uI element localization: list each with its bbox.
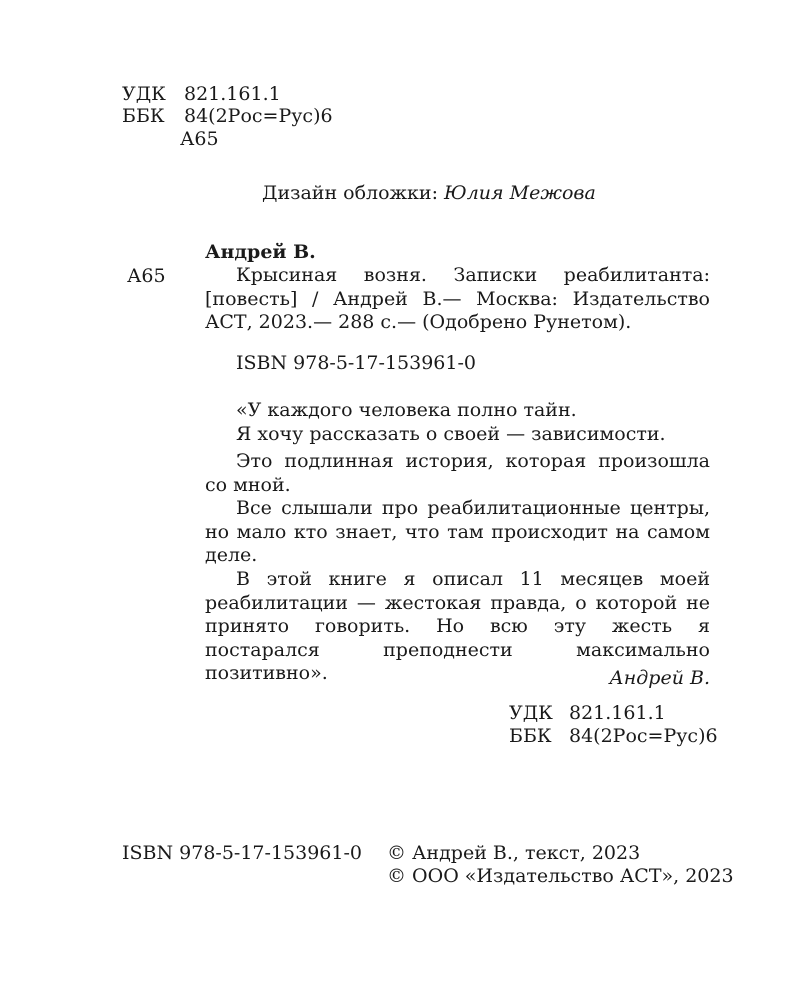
udk-value: 821.161.1 <box>184 83 281 105</box>
annotation-paragraph: «У каждого человека полно тайн. <box>236 399 577 421</box>
bbk-label: ББК <box>509 725 552 747</box>
entry-author-sign: А65 <box>127 265 166 287</box>
entry-description: Крысиная возня. Записки реабилитанта: [повесть] / Андрей В.— Москва: Издательство АСТ, 2023.— 288 с.— (Одобрено Рунетом). <box>205 264 710 333</box>
footer-copyright-author: © Андрей В., текст, 2023 <box>387 842 641 864</box>
annotation-signature: Андрей В. <box>609 667 710 689</box>
top-author-sign: А65 <box>180 128 219 150</box>
annotation-paragraph: Все слышали про реабилитационные центры, но мало кто знает, что там происходит на самом деле. <box>205 497 710 566</box>
entry-isbn: ISBN 978-5-17-153961-0 <box>236 352 476 374</box>
annotation-paragraph: В этой книге я описал 11 месяцев моей реабилитации — жестокая правда, о которой не принято говорить. Но всю эту жесть я постарался преподнести максимально позитивно». <box>205 568 710 684</box>
cover-design-credit <box>262 182 596 205</box>
udk-label: УДК <box>122 83 166 105</box>
annotation-paragraph: Я хочу рассказать о своей — зависимости. <box>236 423 666 445</box>
bbk-value: 84(2Рос=Рус)6 <box>184 105 333 127</box>
bbk-value: 84(2Рос=Рус)6 <box>569 725 718 747</box>
cover-design-name: Юлия Межова <box>444 182 596 204</box>
udk-value: 821.161.1 <box>569 702 666 724</box>
cover-design-label: Дизайн обложки: <box>262 182 445 204</box>
udk-label: УДК <box>509 702 553 724</box>
footer-copyright-publisher: © ООО «Издательство АСТ», 2023 <box>387 865 734 887</box>
bbk-label: ББК <box>122 105 165 127</box>
annotation-paragraph: Это подлинная история, которая произошла со мной. <box>205 450 710 496</box>
footer-isbn: ISBN 978-5-17-153961-0 <box>122 842 362 864</box>
entry-author-heading: Андрей В. <box>205 241 316 263</box>
